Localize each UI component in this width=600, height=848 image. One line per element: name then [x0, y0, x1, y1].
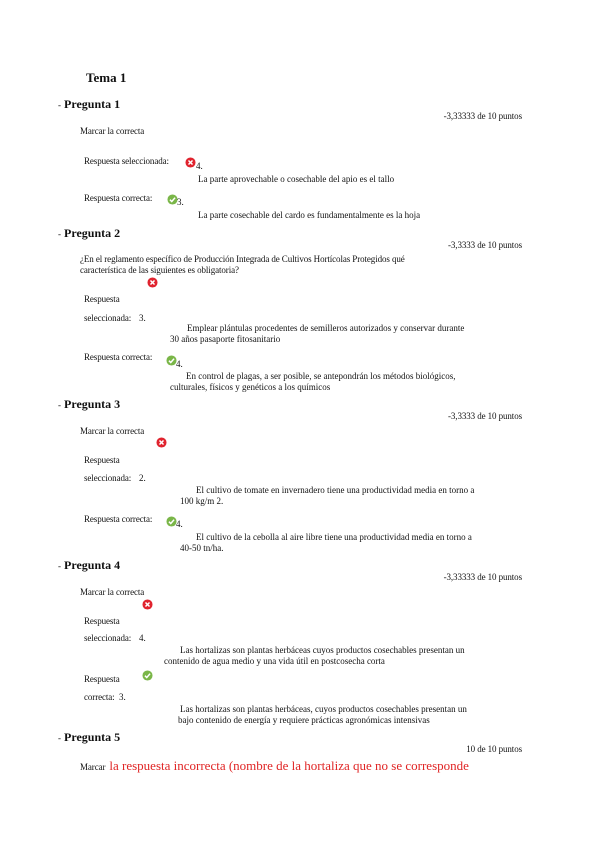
question-score: 10 de 10 puntos — [466, 744, 522, 754]
page-title: Tema 1 — [86, 70, 127, 85]
selected-answer-number: 4. — [139, 633, 146, 643]
collapse-bullet[interactable]: - — [58, 229, 61, 239]
selected-answer-text-line2: 30 años pasaporte fitosanitario — [170, 334, 281, 344]
correct-answer-text: La parte cosechable del cardo es fundamentalmente es la hoja — [198, 210, 421, 220]
question-header[interactable] — [58, 397, 120, 412]
selected-answer-text: La parte aprovechable o cosechable del apio es el tallo — [198, 174, 395, 184]
wrong-icon — [185, 157, 196, 168]
wrong-icon — [156, 437, 167, 448]
selected-answer-label-line2: seleccionada: — [84, 313, 132, 323]
selected-answer-label: Respuesta seleccionada: — [84, 156, 169, 166]
question-title: Pregunta 2 — [64, 226, 121, 240]
question-score: -3,3333 de 10 puntos — [448, 240, 522, 250]
selected-answer-number: 3. — [139, 313, 146, 323]
question-title: Pregunta 4 — [64, 558, 121, 572]
question-score: -3,33333 de 10 puntos — [443, 572, 522, 582]
question-prompt: Marcar la correcta — [80, 587, 145, 597]
correct-answer-label: Respuesta correcta: — [84, 193, 153, 203]
question-prompt-highlight: la respuesta incorrecta (nombre de la hortaliza que no se corresponde — [109, 758, 469, 773]
collapse-bullet[interactable]: - — [58, 400, 61, 410]
selected-answer-label-line1: Respuesta — [84, 616, 120, 626]
selected-answer-label-line1: Respuesta — [84, 294, 120, 304]
correct-answer-text-line1: El cultivo de la cebolla al aire libre tiene una productividad media en torno a — [196, 532, 472, 542]
question-title: Pregunta 5 — [64, 730, 121, 744]
correct-answer-text-line2: bajo contenido de energía y requiere prácticas agronómicas intensivas — [178, 715, 430, 725]
question-prompt-line1: ¿En el reglamento específico de Producción Integrada de Cultivos Hortícolas Protegidos qué — [80, 254, 405, 264]
question-score: -3,33333 de 10 puntos — [443, 111, 522, 121]
selected-answer-label-line2: seleccionada: — [84, 473, 132, 483]
selected-answer-number: 4. — [196, 161, 203, 171]
correct-answer-number: 4. — [176, 519, 183, 529]
selected-answer-text-line2: 100 kg/m 2. — [180, 496, 224, 506]
selected-answer-label-line2: seleccionada: — [84, 633, 132, 643]
question-header[interactable] — [58, 730, 120, 745]
correct-answer-number: 3. — [177, 197, 184, 207]
question-title: Pregunta 3 — [64, 397, 121, 411]
question-score: -3,3333 de 10 puntos — [448, 411, 522, 421]
selected-answer-text-line1: El cultivo de tomate en invernadero tiene una productividad media en torno a — [196, 485, 475, 495]
correct-answer-text-line2: 40-50 tn/ha. — [180, 543, 224, 553]
question-title: Pregunta 1 — [64, 97, 121, 111]
selected-answer-text-line1: Emplear plántulas procedentes de semilleros autorizados y conservar durante — [187, 323, 465, 333]
correct-answer-label-line1: Respuesta — [84, 674, 120, 684]
correct-answer-label: Respuesta correcta: — [84, 514, 153, 524]
correct-icon — [142, 670, 153, 681]
correct-answer-text-line2: culturales, físicos y genéticos a los químicos — [170, 382, 331, 392]
collapse-bullet[interactable]: - — [58, 733, 61, 743]
wrong-icon — [142, 599, 153, 610]
selected-answer-number: 2. — [139, 473, 146, 483]
selected-answer-text-line1: Las hortalizas son plantas herbáceas cuyos productos cosechables presentan un — [180, 645, 465, 655]
question-prompt: Marcar la correcta — [80, 426, 145, 436]
selected-answer-text-line2: contenido de agua medio y una vida útil en postcosecha corta — [164, 656, 385, 666]
correct-answer-label: Respuesta correcta: — [84, 352, 153, 362]
question-header[interactable] — [58, 97, 120, 112]
correct-answer-text-line1: En control de plagas, a ser posible, se antepondrán los métodos biológicos, — [186, 371, 456, 381]
question-header[interactable] — [58, 558, 120, 573]
question-prompt — [80, 757, 469, 775]
correct-answer-label-line2: correcta: — [84, 692, 115, 702]
collapse-bullet[interactable]: - — [58, 561, 61, 571]
question-header[interactable] — [58, 226, 120, 241]
correct-answer-number: 4. — [176, 359, 183, 369]
collapse-bullet[interactable]: - — [58, 100, 61, 110]
question-prompt-line2: característica de las siguientes es obligatoria? — [80, 265, 239, 275]
question-prompt: Marcar la correcta — [80, 126, 145, 136]
selected-answer-label-line1: Respuesta — [84, 455, 120, 465]
wrong-icon — [147, 277, 158, 288]
question-prompt-prefix: Marcar — [80, 762, 106, 772]
correct-answer-number: 3. — [119, 692, 126, 702]
correct-answer-text-line1: Las hortalizas son plantas herbáceas, cuyos productos cosechables presentan un — [180, 704, 467, 714]
